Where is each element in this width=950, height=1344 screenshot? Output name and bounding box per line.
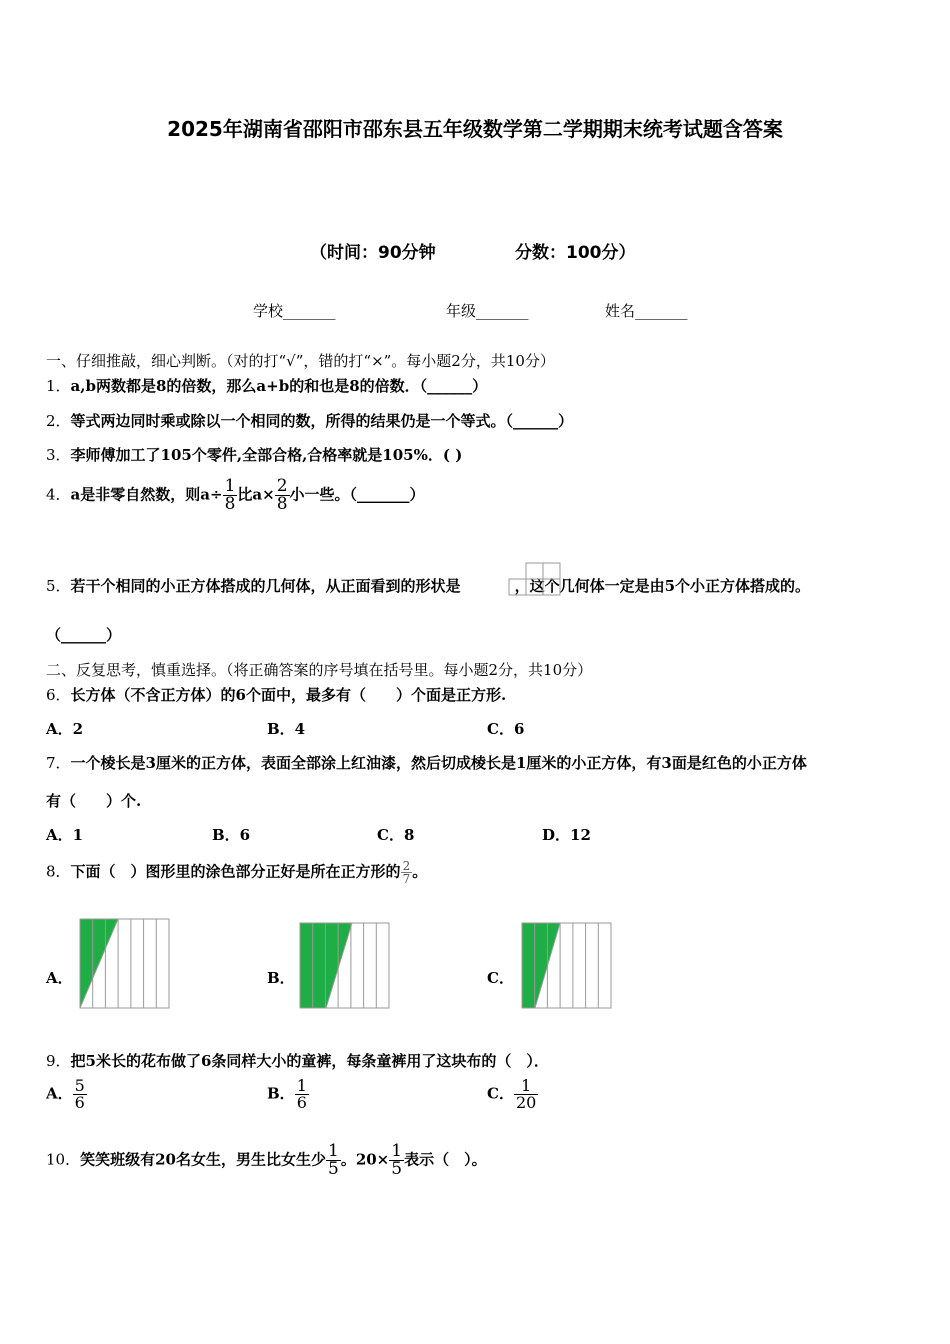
question-3 [46, 444, 462, 465]
option-label: B． [267, 1084, 295, 1103]
fraction: $\frac{1}{6}$ [296, 1076, 307, 1112]
fraction: $\frac{1}{5}$ [327, 1141, 339, 1179]
question-text: 一个棱长是3厘米的正方体，表面全部涂上红油漆，然后切成棱长是1厘米的小正方体，有3面是红色的小正方体 [70, 754, 807, 772]
question-text: 。 [412, 862, 428, 881]
question-text: 李师傅加工了105个零件,全部合格,合格率就是105%．( ) [70, 446, 463, 464]
question-text: ，这个几何体一定是由5个小正方体搭成的。 [514, 577, 811, 595]
question-number: 1． [46, 377, 71, 395]
question-text: a,b两数都是8的倍数，那么a+b的和也是8的倍数．（______） [70, 377, 488, 395]
q8-option-a[interactable]: A． [46, 969, 73, 987]
fraction: $\frac{2}{8}$ [276, 476, 288, 514]
question-number: 4． [46, 485, 71, 504]
question-number: 10． [46, 1150, 81, 1169]
section2-heading: 二、反复思考，慎重选择。（将正确答案的序号填在括号里。每小题2分，共10分） [46, 661, 593, 679]
question-number: 6． [46, 686, 71, 704]
option-label: C． [487, 1084, 514, 1103]
question-text: 表示（ ）。 [404, 1150, 487, 1169]
q8-option-c[interactable]: C． [487, 969, 514, 987]
question-text: 笑笑班级有20名女生，男生比女生少 [80, 1150, 326, 1169]
fraction: $\frac{2}{7}$ [402, 859, 411, 886]
question-4 [46, 478, 425, 513]
question-text: 比a× [237, 485, 275, 504]
question-10 [46, 1143, 487, 1178]
question-8 [46, 860, 427, 885]
grade-field[interactable]: 年级_______ [446, 302, 529, 320]
name-field[interactable]: 姓名_______ [605, 302, 688, 320]
question-text: 把5米长的花布做了6条同样大小的童裤，每条童裤用了这块布的（ ）． [70, 1052, 549, 1070]
question-text: 若干个相同的小正方体搭成的几何体，从正面看到的形状是 [70, 577, 461, 595]
fraction: $\frac{1}{20}$ [515, 1076, 537, 1112]
question-number: 8． [46, 862, 71, 881]
fraction: $\frac{5}{6}$ [74, 1076, 85, 1112]
question-9 [46, 1050, 549, 1071]
page-title: 2025年湖南省邵阳市邵东县五年级数学第二学期期末统考试题含答案 [167, 117, 783, 141]
option-label: A． [46, 1084, 73, 1103]
question-number: 7． [46, 754, 71, 772]
q9-option-c[interactable] [487, 1078, 538, 1111]
question-number: 5． [46, 577, 71, 595]
q6-option-a[interactable]: A．2 [46, 720, 84, 738]
question-text: 等式两边同时乘或除以一个相同的数，所得的结果仍是一个等式。（______） [70, 412, 574, 430]
question-text: 。20× [340, 1150, 390, 1169]
question-number: 3． [46, 446, 71, 464]
q7-option-a[interactable]: A．1 [46, 826, 84, 844]
question-5-blank[interactable]: （______） [46, 626, 122, 644]
section1-heading: 一、仔细推敲，细心判断。（对的打“√”，错的打“×”。每小题2分，共10分） [46, 352, 555, 370]
q8-figure-b [299, 922, 391, 1010]
q9-option-b[interactable] [267, 1078, 309, 1111]
question-text: 下面（ ）图形里的涂色部分正好是所在正方形的 [70, 862, 401, 881]
question-6 [46, 684, 506, 705]
question-text: 小一些。（_______） [289, 485, 425, 504]
question-text: a是非零自然数，则a÷ [70, 485, 223, 504]
question-5 [46, 575, 810, 596]
fraction: $\frac{1}{8}$ [224, 476, 236, 514]
question-number: 2． [46, 412, 71, 430]
question-7 [46, 752, 807, 773]
q8-figure-a [79, 918, 171, 1010]
front-view-shape [508, 561, 564, 597]
exam-score: 分数：100分） [515, 243, 636, 263]
question-7-line2: 有（ ）个. [46, 792, 142, 810]
q8-option-b[interactable]: B． [267, 969, 295, 987]
question-2 [46, 410, 573, 431]
q9-option-a[interactable] [46, 1078, 87, 1111]
q7-option-b[interactable]: B．6 [212, 826, 251, 844]
q6-option-b[interactable]: B．4 [267, 720, 306, 738]
q7-option-c[interactable]: C．8 [377, 826, 415, 844]
q6-option-c[interactable]: C．6 [487, 720, 525, 738]
q7-option-d[interactable]: D．12 [542, 826, 591, 844]
question-text: 长方体（不含正方体）的6个面中，最多有（ ）个面是正方形. [70, 686, 507, 704]
question-1 [46, 375, 487, 396]
exam-time: （时间：90分钟 [310, 243, 436, 263]
fraction: $\frac{1}{5}$ [391, 1141, 403, 1179]
school-field[interactable]: 学校_______ [253, 302, 336, 320]
question-number: 9． [46, 1052, 71, 1070]
q8-figure-c [521, 922, 613, 1010]
